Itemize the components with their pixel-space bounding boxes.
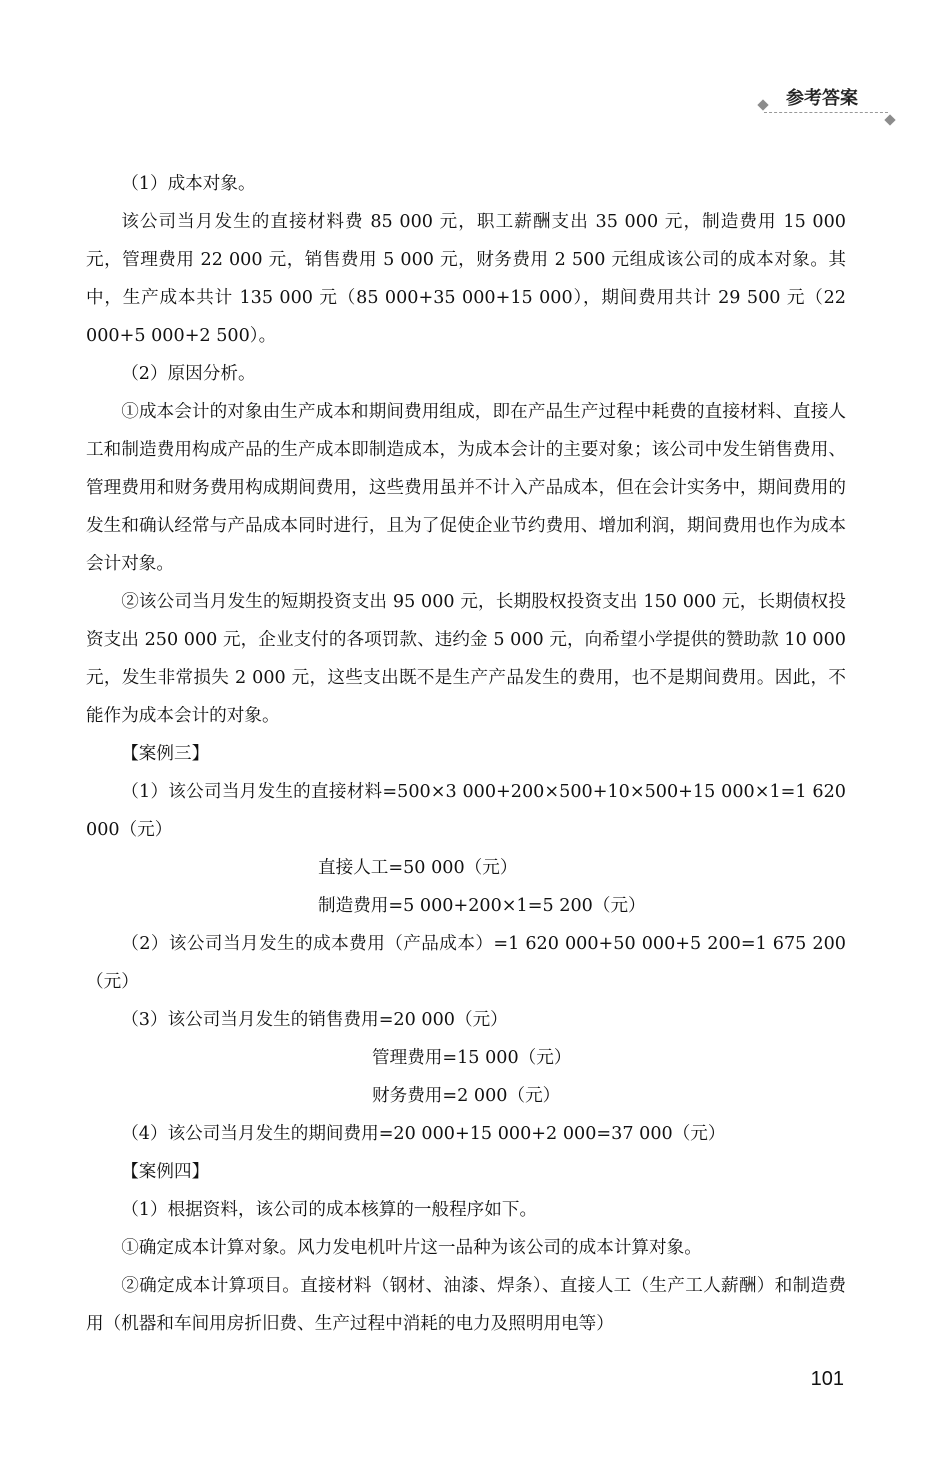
formula-line: 直接人工=50 000（元） [318,858,518,878]
page-body [86,165,846,1343]
formula-line: 管理费用=15 000（元） [372,1048,572,1068]
paragraph: ②该公司当月发生的短期投资支出 95 000 元，长期股权投资支出 150 000 元，长期债权投资支出 250 000 元，企业支付的各项罚款、违约金 5 000 元，向希望小学提供的赞助款 10 000 元，发生非常损失 2 000 元，这些支出既不是生产产品发生的费用，也不是期间费用。因此，不能作为成本会计的对象。 [86,592,846,726]
paragraph: ①成本会计的对象由生产成本和期间费用组成，即在产品生产过程中耗费的直接材料、直接人工和制造费用构成产品的生产成本即制造成本，为成本会计的主要对象；该公司中发生销售费用、管理费用和财务费用构成期间费用，这些费用虽并不计入产品成本，但在会计实务中，期间费用的发生和确认经常与产品成本同时进行，且为了促使企业节约费用、增加利润，期间费用也作为成本会计对象。 [86,402,846,574]
paragraph: ②确定成本计算项目。直接材料（钢材、油漆、焊条）、直接人工（生产工人薪酬）和制造费用（机器和车间用房折旧费、生产过程中消耗的电力及照明用电等） [86,1276,846,1334]
paragraph: ①确定成本计算对象。风力发电机叶片这一品种为该公司的成本计算对象。 [121,1238,702,1258]
diamond-ornament-icon [757,99,768,110]
paragraph: （2）该公司当月发生的成本费用（产品成本）=1 620 000+50 000+5 200=1 675 200（元） [86,934,846,992]
case-heading: 【案例三】 [121,744,210,764]
paragraph: （4）该公司当月发生的期间费用=20 000+15 000+2 000=37 000（元） [121,1124,726,1144]
formula-line: 制造费用=5 000+200×1=5 200（元） [318,896,646,916]
paragraph: （1）成本对象。 [121,174,256,194]
paragraph: （1）该公司当月发生的直接材料=500×3 000+200×500+10×500+15 000×1=1 620 000（元） [86,782,846,840]
diamond-ornament-icon [884,114,895,125]
paragraph: （1）根据资料，该公司的成本核算的一般程序如下。 [121,1200,538,1220]
section-title: 参考答案 [786,88,858,109]
header-divider [764,112,888,113]
page-header [0,0,930,140]
paragraph: （2）原因分析。 [121,364,256,384]
paragraph: 该公司当月发生的直接材料费 85 000 元，职工薪酬支出 35 000 元，制造费用 15 000 元，管理费用 22 000 元，销售费用 5 000 元，财务费用 2 500 元组成该公司的成本对象。其中，生产成本共计 135 000 元（85 000+35 000+15 000），期间费用共计 29 500 元（22 000+5 000+2 500）。 [86,212,846,346]
paragraph: （3）该公司当月发生的销售费用=20 000（元） [121,1010,508,1030]
formula-line: 财务费用=2 000（元） [372,1086,561,1106]
case-heading: 【案例四】 [121,1162,210,1182]
page-number: 101 [810,1368,844,1390]
